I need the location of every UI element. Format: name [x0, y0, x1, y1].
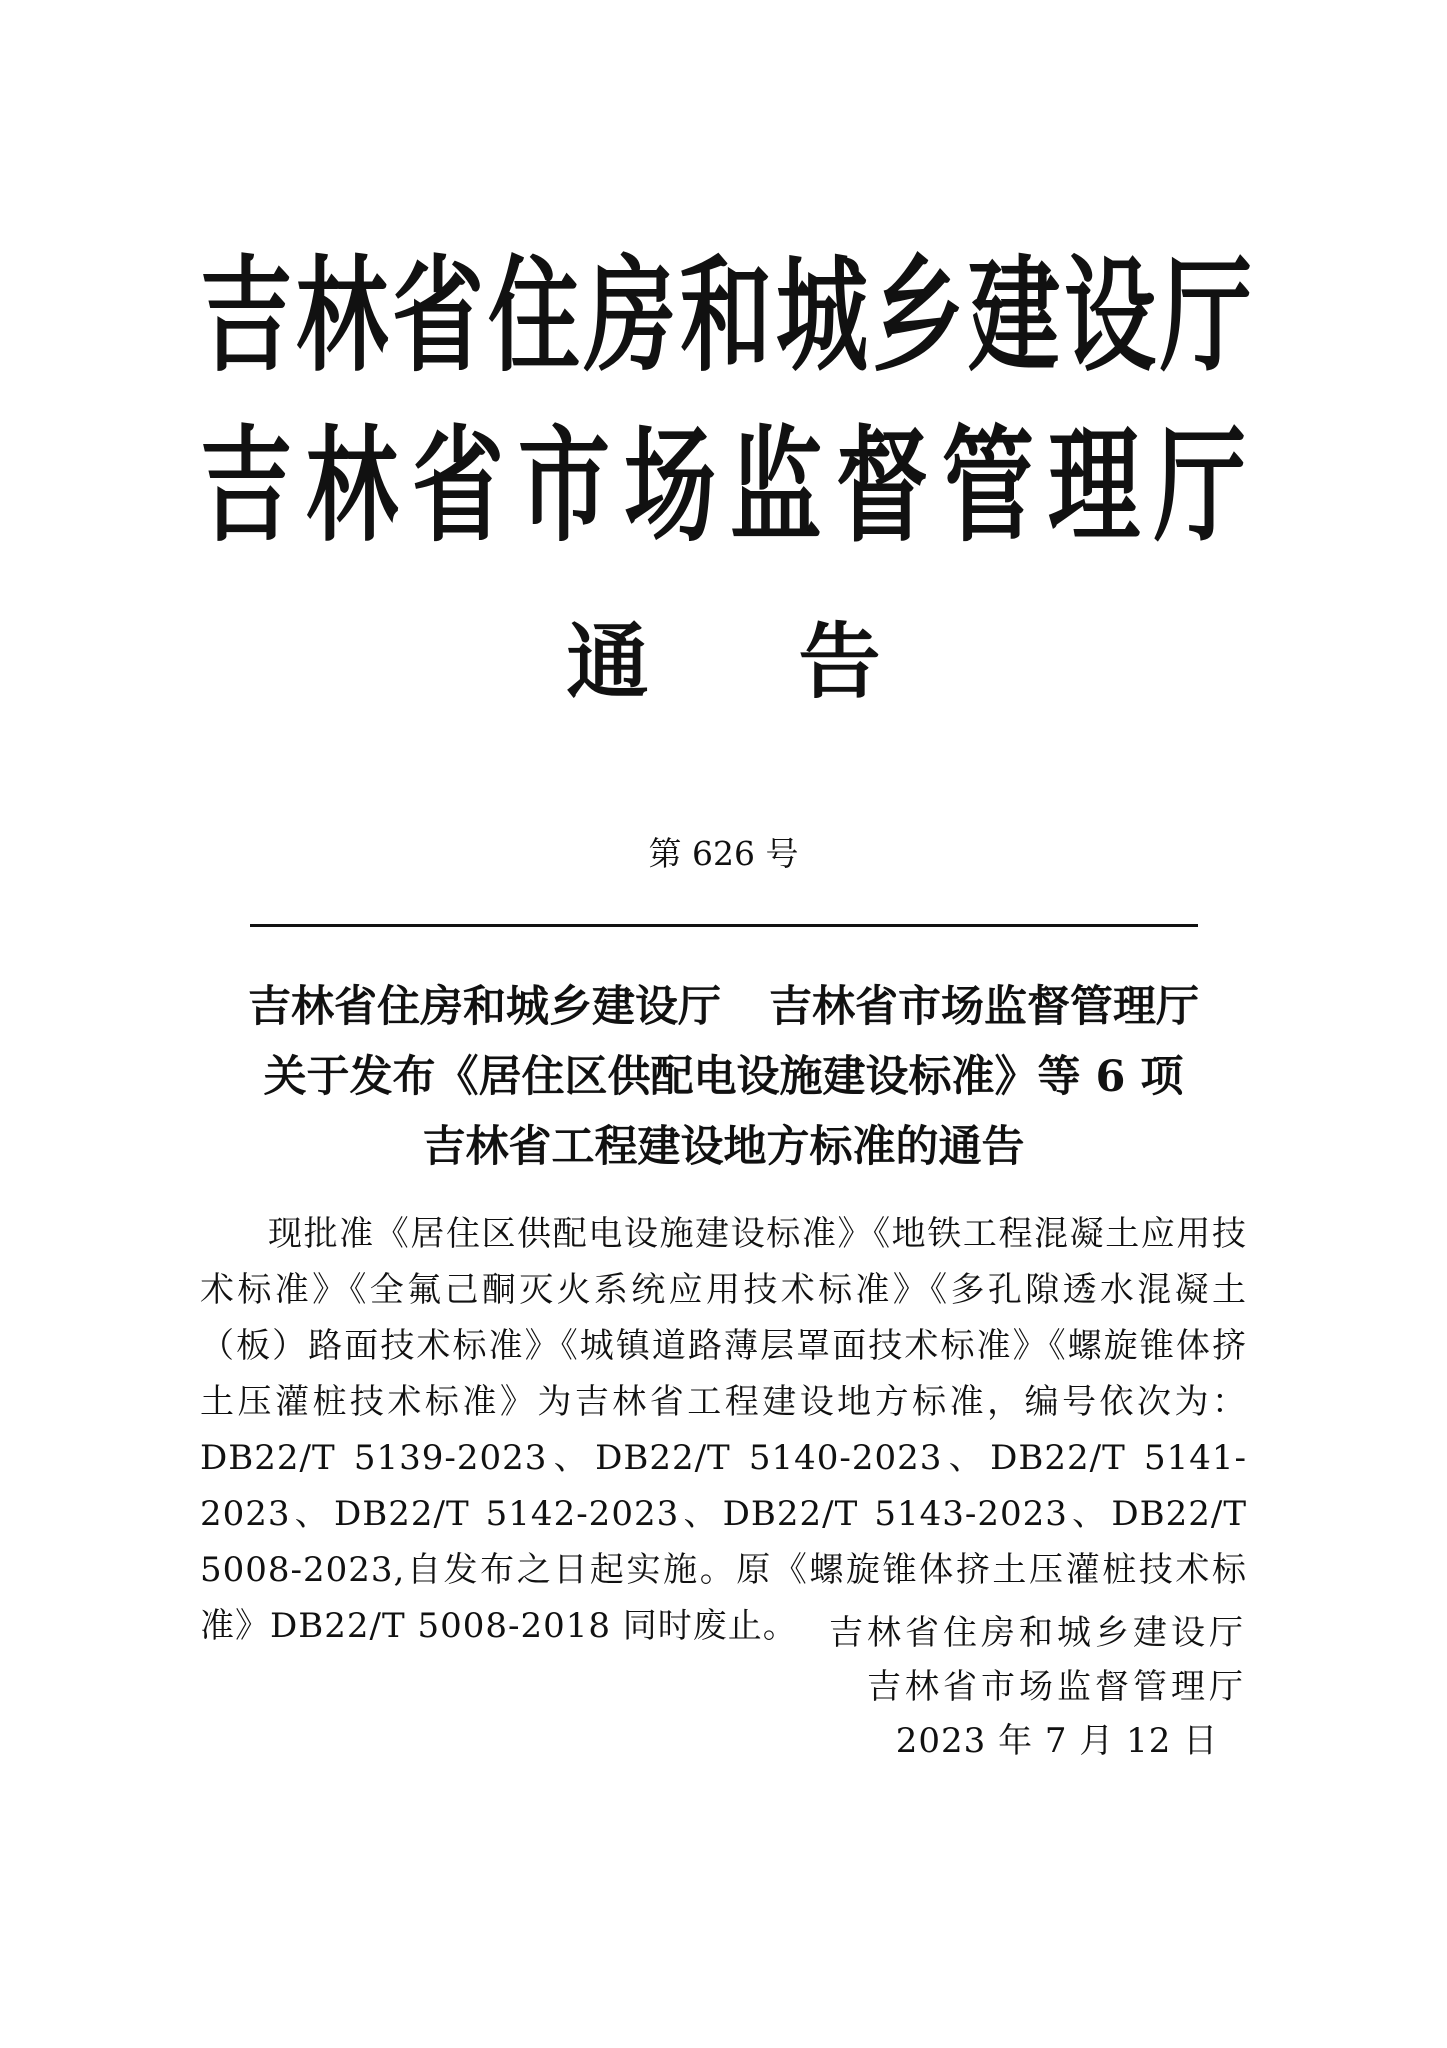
notice-title [150, 972, 1297, 1182]
issuer-heading-market: 吉林省市场监督管理厅 [200, 414, 1261, 559]
signature-block [827, 1606, 1247, 1768]
issuer-heading-housing: 吉林省住房和城乡建设厅 [200, 244, 1257, 389]
signature-date: 2023 年 7 月 12 日 [895, 1721, 1219, 1761]
notice-body-paragraph: 现批准《居住区供配电设施建设标准》《地铁工程混凝土应用技术标准》《全氟己酮灭火系统应用技术标准》《多孔隙透水混凝土（板）路面技术标准》《城镇道路薄层罩面技术标准》《螺旋锥体挤土压灌桩技术标准》为吉林省工程建设地方标准，编号依次为：DB22/T 5139-2023、DB22/T 5140-2023、DB22/T 5141-2023、DB22/T 5142-2023、DB22/T 5143-2023、DB22/T 5008-2023,自发布之日起实施。原《螺旋锥体挤土压灌桩技术标准》DB22/T 5008-2018 同时废止。 [200, 1214, 1247, 1646]
title-line-1 [150, 972, 1297, 1042]
notice-heading: 通告 [566, 614, 1031, 710]
horizontal-divider [250, 924, 1198, 927]
title-line-3: 吉林省工程建设地方标准的通告 [422, 1122, 1025, 1172]
signature-issuer-housing: 吉林省住房和城乡建设厅 [829, 1613, 1247, 1653]
title-issuer-market: 吉林省市场监督管理厅 [769, 982, 1199, 1032]
title-line-2: 关于发布《居住区供配电设施建设标准》等 6 项 [263, 1052, 1184, 1102]
document-number: 第 626 号 [648, 834, 799, 873]
title-issuer-housing: 吉林省住房和城乡建设厅 [248, 982, 721, 1032]
signature-issuer-market: 吉林省市场监督管理厅 [867, 1667, 1247, 1707]
